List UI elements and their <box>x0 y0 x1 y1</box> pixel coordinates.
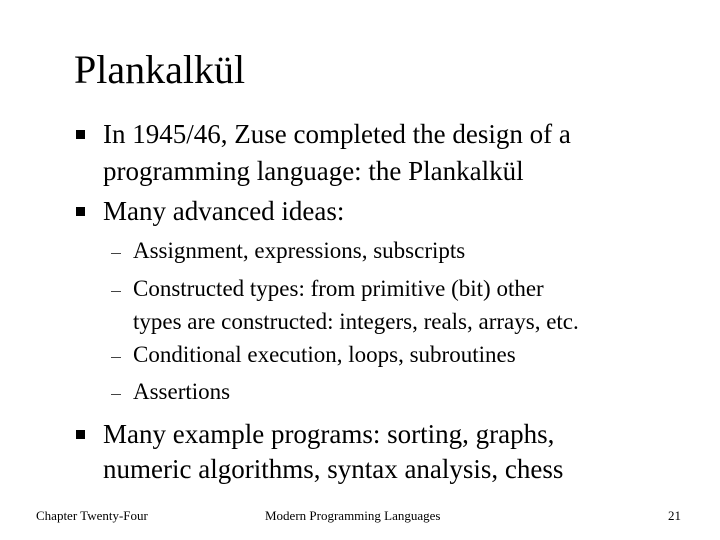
dash-bullet-icon <box>111 357 121 358</box>
footer-chapter: Chapter Twenty-Four <box>36 508 148 523</box>
footer-course-title: Modern Programming Languages <box>265 508 441 523</box>
bullet-line: programming language: the Plankalkül <box>103 156 524 186</box>
dash-bullet-icon <box>111 394 121 395</box>
square-bullet-icon <box>76 430 85 439</box>
bullet-line: In 1945/46, Zuse completed the design of a <box>103 119 571 149</box>
dash-bullet-icon <box>111 253 121 254</box>
bullet-line: numeric algorithms, syntax analysis, chess <box>103 454 564 484</box>
dash-bullet-icon <box>111 291 121 292</box>
sub-item-line: Assertions <box>133 379 231 404</box>
sub-item-line: Constructed types: from primitive (bit) other <box>133 276 544 301</box>
page-number: 21 <box>668 508 681 523</box>
sub-item-line: Conditional execution, loops, subroutines <box>133 342 516 367</box>
slide-title: Plankalkül <box>74 47 246 92</box>
bullet-line: Many example programs: sorting, graphs, <box>103 419 555 449</box>
square-bullet-icon <box>76 207 85 216</box>
sub-item-line: Assignment, expressions, subscripts <box>133 238 466 263</box>
sub-item-line: types are constructed: integers, reals, arrays, etc. <box>133 309 579 334</box>
square-bullet-icon <box>76 130 85 139</box>
bullet-line: Many advanced ideas: <box>103 196 345 226</box>
